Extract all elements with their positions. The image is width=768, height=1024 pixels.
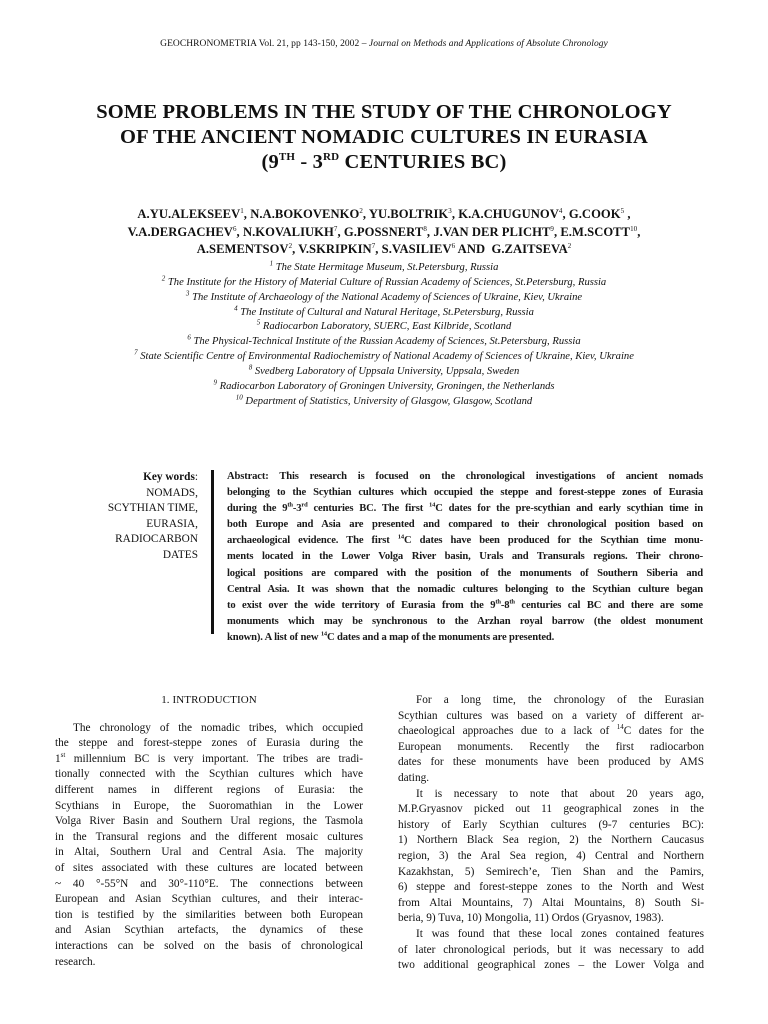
keyword: DATES [162,548,198,561]
abstract-line: monuments which may be synchronous to the Arzhan royal barrow (the oldest monument [227,615,703,627]
author: J.VAN DER PLICHT [433,224,551,239]
affiliation: $^3$ The Institute of Archaeology of the National Academy of Sciences of Ukraine, Kiev, Ukraine [185,289,583,303]
abstract-label: Abstract: [227,471,269,482]
abstract-block [227,469,703,646]
author-list [20,206,748,259]
body-column-left [55,693,363,970]
affiliation: $^{10}$ Department of Statistics, University of Glasgow, Glasgow, Scotland [235,393,533,407]
abstract-divider-bar [211,470,214,634]
journal-name: Journal on Methods and Applications of Absolute Chronology [368,39,608,49]
intro-paragraph: It was found that these local zones contained features of later chronological periods, but it was necessary to add two additional geographical zones – the Lower Volga and [398,927,704,972]
abstract-line: Central Asia. It was shown that the nomadic cultures belonging to the Scythian culture began [227,583,703,595]
affiliation: $^5$ Radiocarbon Laboratory, SUERC, East Kilbride, Scotland [256,318,512,333]
author-line-3: A.SEMENTSOV$^2$, V.SKRIPKIN$^7$, S.VASILIEV$^6$ AND G.ZAITSEVA$^2$ [196,241,572,256]
abstract-line: during the 9th-3rd centuries BC. The first $^{14}$C dates for the pre-scythian and early scythian time in [227,501,703,515]
affiliation: $^7$ State Scientific Centre of Environmental Radiochemistry of National Academy of Sciences of Ukraine, Kiev, Ukraine [134,348,634,363]
keyword: EURASIA, [146,517,198,530]
author: V.SKRIPKIN [298,242,372,256]
intro-paragraph: It is necessary to note that about 20 years ago, M.P.Gryasnov picked out 11 geographical zones in the history of Early Scythian cultures (9-7 centuries BC): 1) Northern Black Sea region, 2) the Northern Caucasus region, 3) the Aral Sea region, 4) Central and Northern Kazakhstan, 5) Semirech’e, Tien Shan and the Pamirs, 6) steppe and forest-steppe zones to the North and West from Altai Mountains, 7) Altai Mountains, 8) South Si- beria, 9) Tuva, 10) Mongolia, 11) Ordos (Gryasnov, 1983). [398,787,704,925]
title-line-1: SOME PROBLEMS IN THE STUDY OF THE CHRONOLOGY [96,101,672,123]
author: G.POSSNERT [343,224,424,239]
journal-citation: GEOCHRONOMETRIA Vol. 21, pp 143-150, 2002 – [160,39,369,49]
abstract-line: both Europe and Asia are presented and compared to their chronological position based on [227,519,703,531]
affiliation-list [10,261,758,409]
abstract-line: archaeological evidence. The first $^{14}$C dates have been produced for the Scythian time monu- [227,533,703,547]
intro-paragraph: The chronology of the nomadic tribes, which occupied the steppe and forest-steppe zones of Eurasia during the 1st millennium BC is very important. The tribes are tradi- tionally connected with the Scythian cultures which have different names in different regions of Eurasia: the Scythians in Europe, the Suoromathian in the Lower Volga River Basin and Southern Ural regions, the Tasmola in the Transural regions and the different mosaic cultures in Altai, Southern Ural and Central Asia. The majority of sites associated with these cultures are located between ~ 40 °-55°N and 30°-110°E. The connections between European and Asian Scythian cultures, and their interac- tion is testified by the similarities between both European and Asian Scythian artefacts, the dynamics of these interactions can be solved on the basis of chronological research. [55,721,363,968]
keyword: SCYTHIAN TIME, [107,502,198,514]
title-line-3: (9TH - 3RD CENTURIES BC) [261,151,507,173]
author: G.ZAITSEVA [491,242,568,256]
intro-paragraph: For a long time, the chronology of the Eurasian Scythian cultures was based on a variety of different ar- chaeological approaches due to a lack of $^{14}$C dates for the European monuments. Recently the first radiocarbon dates for these monuments have been produced by AMS dating. [398,694,704,784]
affiliation: $^1$ The State Hermitage Museum, St.Petersburg, Russia [269,259,499,273]
keyword: NOMADS, [146,486,198,499]
author: A.SEMENTSOV [196,242,289,256]
author: G.COOK [568,207,621,221]
abstract-line: belonging to the Scythian cultures which occupied the steppe and forest-steppe zones of Eurasia [227,487,703,499]
abstract-line: logical positions are compared with the position of the monuments of Southern Siberia and [227,567,703,579]
affiliation: $^4$ The Institute of Cultural and Natural Heritage, St.Petersburg, Russia [234,304,534,318]
author: N.A.BOKOVENKO [250,207,360,221]
body-column-right [398,693,704,974]
author: V.A.DERGACHEV [127,224,233,239]
author: K.A.CHUGUNOV [458,207,559,221]
abstract-line: to exist over the wide territory of Eurasia from the 9th-8th centuries cal BC and there are some [227,598,703,611]
author: A.YU.ALEKSEEV [137,207,241,221]
paper-title [20,100,748,175]
section-heading-introduction: 1. INTRODUCTION [161,694,257,706]
keywords-heading: Key words: [143,471,198,483]
abstract-line: ments located in the Lower Volga River basin, Urals and Transurals regions. Their chrono- [227,551,703,563]
keywords-block [80,470,198,563]
abstract-line: Abstract: This research is focused on the chronological investigations of ancient nomads [227,471,703,482]
author: S.VASILIEV [381,242,452,256]
author: E.M.SCOTT [560,224,631,239]
affiliation: $^9$ Radiocarbon Laboratory of Groningen University, Groningen, the Netherlands [213,378,555,392]
author: N.KOVALIUKH [242,224,334,239]
affiliation: $^6$ The Physical-Technical Institute of the Russian Academy of Sciences, St.Petersburg, Russia [187,333,581,348]
author-line-2: V.A.DERGACHEV$^6$, N.KOVALIUKH$^7$, G.POSSNERT$^8$, J.VAN DER PLICHT$^9$, E.M.SCOTT$^{10}$, [127,224,641,239]
affiliation: $^8$ Svedberg Laboratory of Uppsala University, Uppsala, Sweden [248,363,520,377]
author: YU.BOLTRIK [368,207,449,221]
title-line-2: OF THE ANCIENT NOMADIC CULTURES IN EURASIA [119,126,649,148]
abstract-line: known). A list of new $^{14}$C dates and a map of the monuments are presented. [227,630,555,643]
keyword: RADIOCARBON [115,533,198,545]
affiliation: $^2$ The Institute for the History of Material Culture of Russian Academy of Sciences, St.Petersburg, Russia [161,274,607,288]
journal-header [0,39,768,49]
author-line-1: A.YU.ALEKSEEV$^1$, N.A.BOKOVENKO$^2$, YU.BOLTRIK$^3$, K.A.CHUGUNOV$^4$, G.COOK$^5$ , [137,206,631,221]
